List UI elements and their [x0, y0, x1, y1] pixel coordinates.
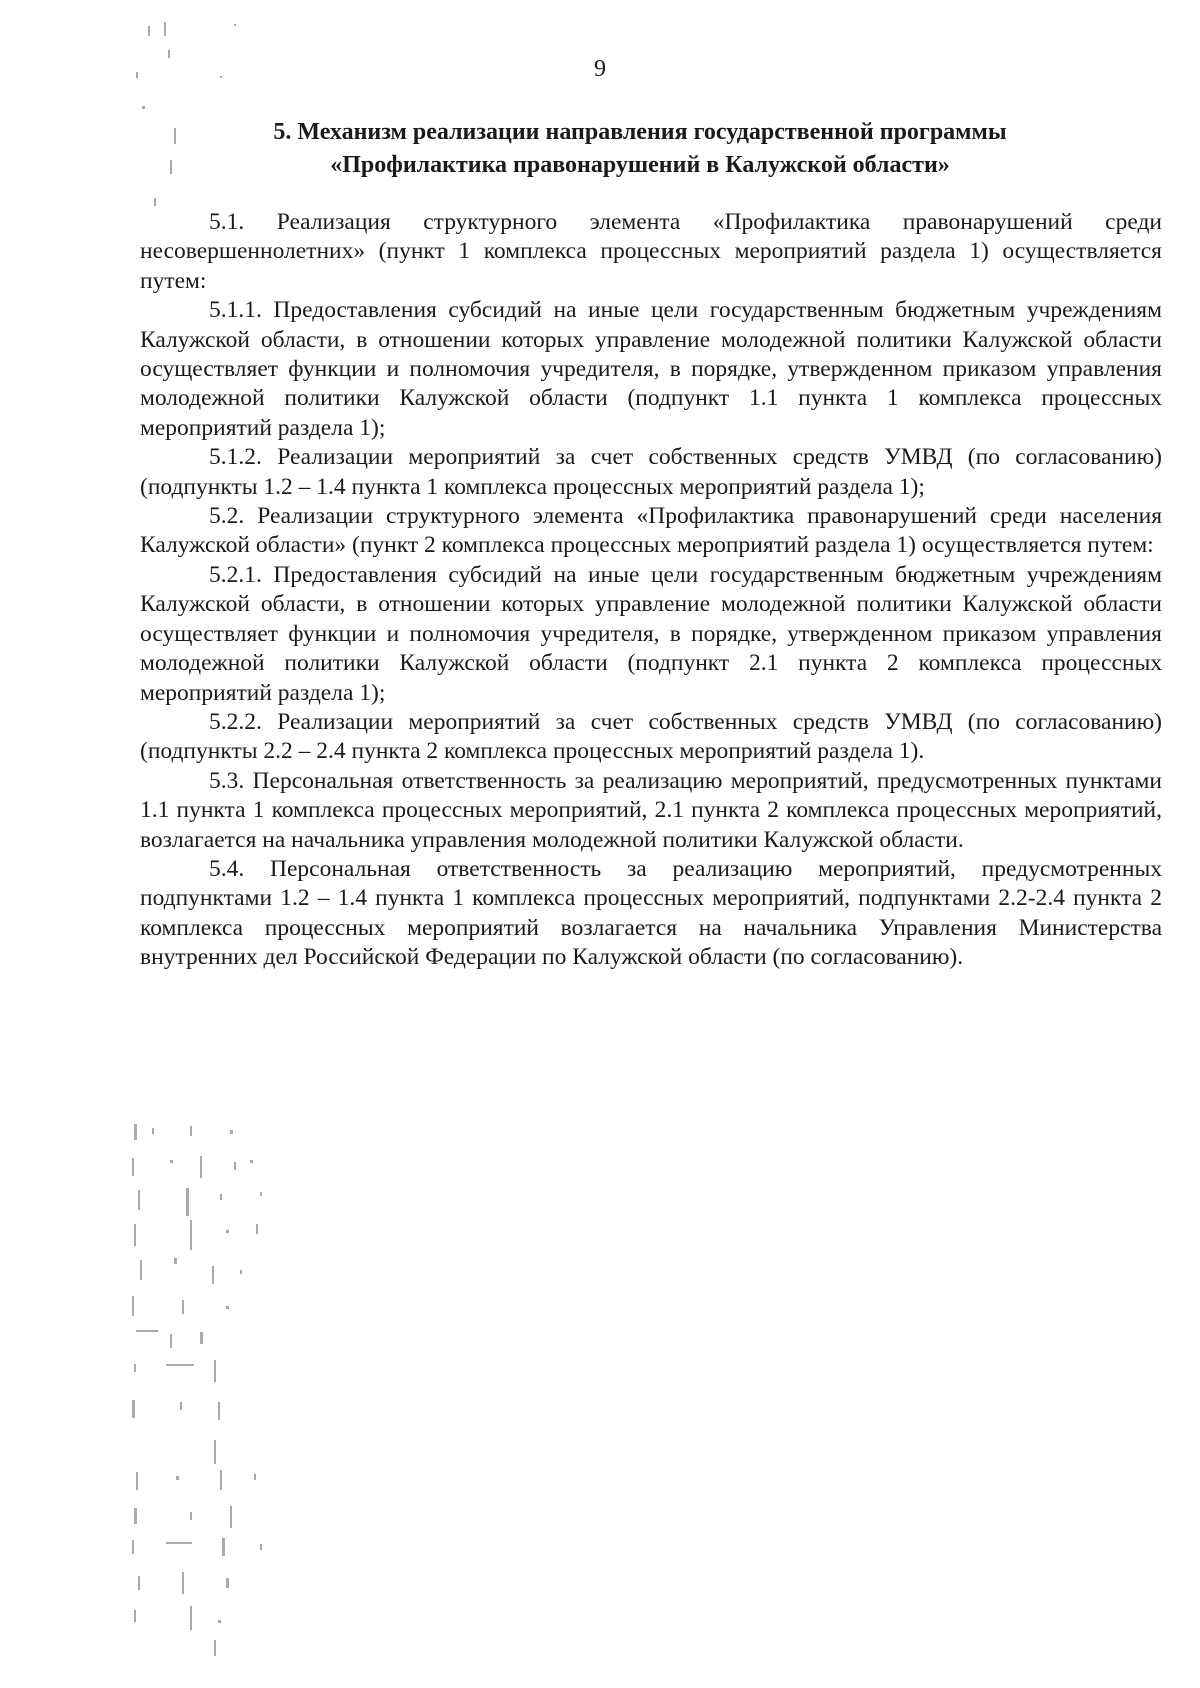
paragraph-5-2: 5.2. Реализации структурного элемента «Профилактика правонарушений среди населения Калужской области» (пункт 2 комплекса процессных мероприятий раздела 1) осуществляется путем:: [140, 503, 1162, 559]
section-heading-line-1: 5. Механизм реализации направления государственной программы: [273, 119, 1007, 145]
paragraph-5-1-2: 5.1.2. Реализации мероприятий за счет собственных средств УМВД (по согласованию) (подпункты 1.2 – 1.4 пункта 1 комплекса процессных мероприятий раздела 1);: [140, 444, 1162, 500]
section-heading-line-2: «Профилактика правонарушений в Калужской области»: [330, 152, 950, 178]
paragraph-5-1-1: 5.1.1. Предоставления субсидий на иные цели государственным бюджетным учреждениям Калужской области, в отношении которых управление молодежной политики Калужской области осуществляет функции и полномочия учредителя, в порядке, утвержденном приказом управления молодежной политики Калужской области (подпункт 1.1 пункта 1 комплекса процессных мероприятий раздела 1);: [140, 297, 1162, 441]
page-number: 9: [594, 56, 606, 82]
paragraph-5-1: 5.1. Реализация структурного элемента «Профилактика правонарушений среди несовершеннолетних» (пункт 1 комплекса процессных мероприятий раздела 1) осуществляется путем:: [140, 209, 1162, 294]
section-heading: [140, 116, 1140, 182]
paragraph-5-3: 5.3. Персональная ответственность за реализацию мероприятий, предусмотренных пунктами 1.1 пункта 1 комплекса процессных мероприятий, 2.1 пункта 2 комплекса процессных мероприятий, возлагается на начальника управления молодежной политики Калужской области.: [140, 767, 1162, 853]
paragraph-5-2-1: 5.2.1. Предоставления субсидий на иные цели государственным бюджетным учреждениям Калужской области, в отношении которых управление молодежной политики Калужской области осуществляет функции и полномочия учредителя, в порядке, утвержденном приказом управления молодежной политики Калужской области (подпункт 2.1 пункта 2 комплекса процессных мероприятий раздела 1);: [140, 561, 1162, 706]
scan-bleed-through-artifacts: [130, 1120, 300, 1660]
paragraph-5-4: 5.4. Персональная ответственность за реализацию мероприятий, предусмотренных подпунктами 1.2 – 1.4 пункта 1 комплекса процессных мероприятий, подпунктами 2.2-2.4 пункта 2 комплекса процессных мероприятий возлагается на начальника Управления Министерства внутренних дел Российской Федерации по Калужской области (по согласованию).: [140, 855, 1162, 971]
paragraph-5-2-2: 5.2.2. Реализации мероприятий за счет собственных средств УМВД (по согласованию) (подпункты 2.2 – 2.4 пункта 2 комплекса процессных мероприятий раздела 1).: [140, 708, 1162, 765]
section-body: [140, 208, 1162, 973]
